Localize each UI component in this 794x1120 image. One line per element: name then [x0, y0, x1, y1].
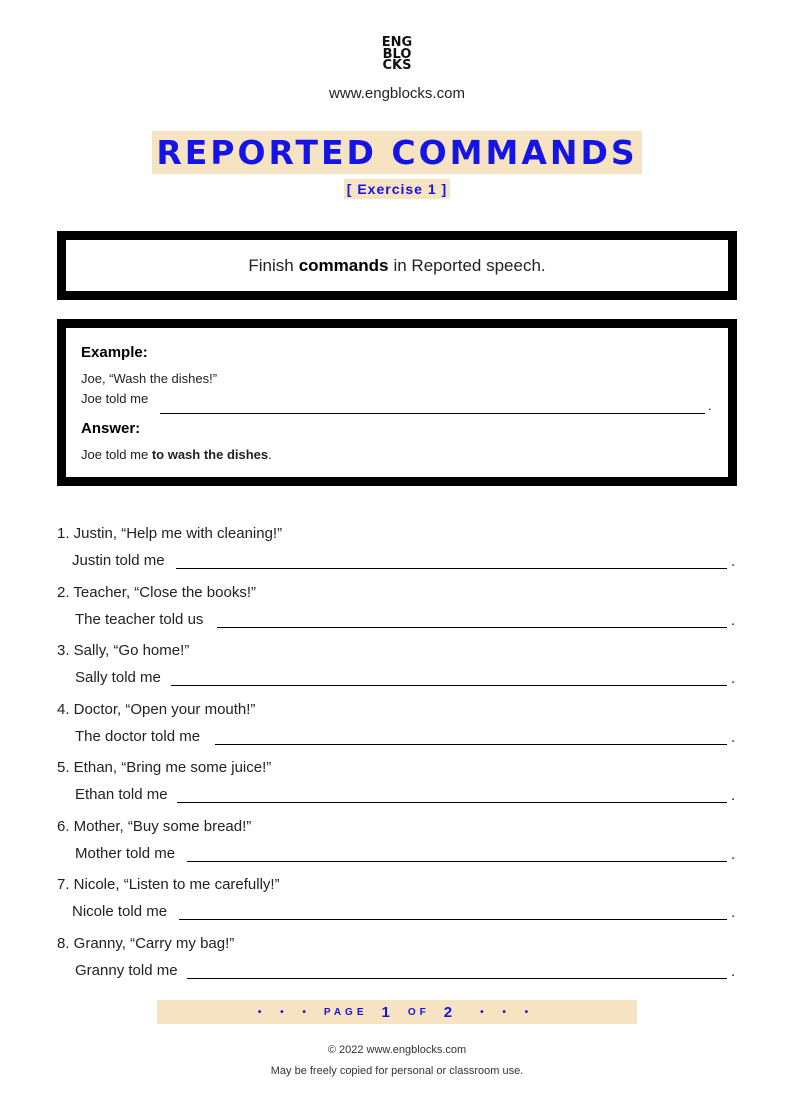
- question-period: .: [731, 553, 736, 570]
- question-prompt: 2. Teacher, “Close the books!”: [57, 584, 256, 601]
- answer-line[interactable]: [171, 685, 727, 686]
- copyright: © 2022 www.engblocks.com: [327, 1044, 467, 1056]
- example-box: [57, 319, 737, 486]
- question-prompt: 6. Mother, “Buy some bread!”: [57, 818, 252, 835]
- question-stem: Nicole told me: [72, 903, 168, 920]
- pager-dots-right: • • •: [480, 1006, 537, 1018]
- pager-total: 2: [443, 1003, 457, 1021]
- question-prompt: 3. Sally, “Go home!”: [57, 642, 190, 659]
- instruction-bold: commands: [298, 255, 389, 275]
- page-indicator: [157, 1000, 637, 1024]
- question-stem: Justin told me: [72, 552, 165, 569]
- answer-line[interactable]: [179, 919, 727, 920]
- question-period: .: [731, 729, 736, 746]
- logo-line-3: CKS: [382, 58, 412, 73]
- engblocks-logo: [0, 37, 794, 74]
- example-answer-line: [160, 413, 705, 414]
- logo-line-1: ENG: [381, 35, 413, 50]
- example-period: .: [708, 398, 712, 413]
- question-period: .: [731, 612, 736, 629]
- question-period: .: [731, 846, 736, 863]
- answer-line[interactable]: [187, 861, 727, 862]
- worksheet-title-text: REPORTED COMMANDS: [152, 131, 641, 174]
- example-label: Example:: [81, 344, 148, 361]
- pager-page-word: PAGE: [323, 1006, 368, 1018]
- pager-current: 1: [381, 1003, 394, 1021]
- pager-of-word: OF: [407, 1006, 430, 1018]
- instruction-before: Finish: [248, 255, 294, 275]
- answer-line[interactable]: [217, 627, 727, 628]
- question-prompt: 5. Ethan, “Bring me some juice!”: [57, 759, 272, 776]
- question-period: .: [731, 904, 736, 921]
- example-stem: Joe told me: [81, 391, 149, 406]
- answer-stem: Joe told me: [81, 447, 149, 462]
- question-prompt: 1. Justin, “Help me with cleaning!”: [57, 525, 283, 542]
- question-period: .: [731, 787, 736, 804]
- logo-line-2: BLO: [382, 46, 412, 62]
- question-period: .: [731, 963, 736, 980]
- license-note: May be freely copied for personal or classroom use.: [270, 1065, 524, 1077]
- question-prompt: 8. Granny, “Carry my bag!”: [57, 935, 235, 952]
- exercise-label-text: [ Exercise 1 ]: [344, 179, 450, 199]
- question-stem: The teacher told us: [75, 611, 204, 628]
- instruction-after: in Reported speech.: [393, 255, 546, 275]
- worksheet-title: [0, 131, 794, 174]
- answer-label: Answer:: [81, 420, 141, 437]
- question-stem: Granny told me: [75, 962, 178, 979]
- answer-period: .: [268, 447, 272, 462]
- question-prompt: 4. Doctor, “Open your mouth!”: [57, 701, 256, 718]
- answer-bold: to wash the dishes: [151, 447, 269, 462]
- question-stem: Sally told me: [75, 669, 161, 686]
- instruction-box: [57, 231, 737, 300]
- answer-line[interactable]: [176, 568, 727, 569]
- example-prompt: Joe, “Wash the dishes!”: [81, 371, 218, 386]
- answer-line[interactable]: [215, 744, 727, 745]
- question-stem: The doctor told me: [75, 728, 201, 745]
- question-prompt: 7. Nicole, “Listen to me carefully!”: [57, 876, 280, 893]
- question-period: .: [731, 670, 736, 687]
- question-stem: Ethan told me: [75, 786, 168, 803]
- answer-line[interactable]: [177, 802, 727, 803]
- example-answer: [81, 447, 272, 462]
- answer-line[interactable]: [187, 978, 727, 979]
- site-url: www.engblocks.com: [329, 85, 465, 102]
- question-stem: Mother told me: [75, 845, 176, 862]
- exercise-label: [0, 179, 794, 199]
- pager-dots-left: • • •: [257, 1006, 314, 1018]
